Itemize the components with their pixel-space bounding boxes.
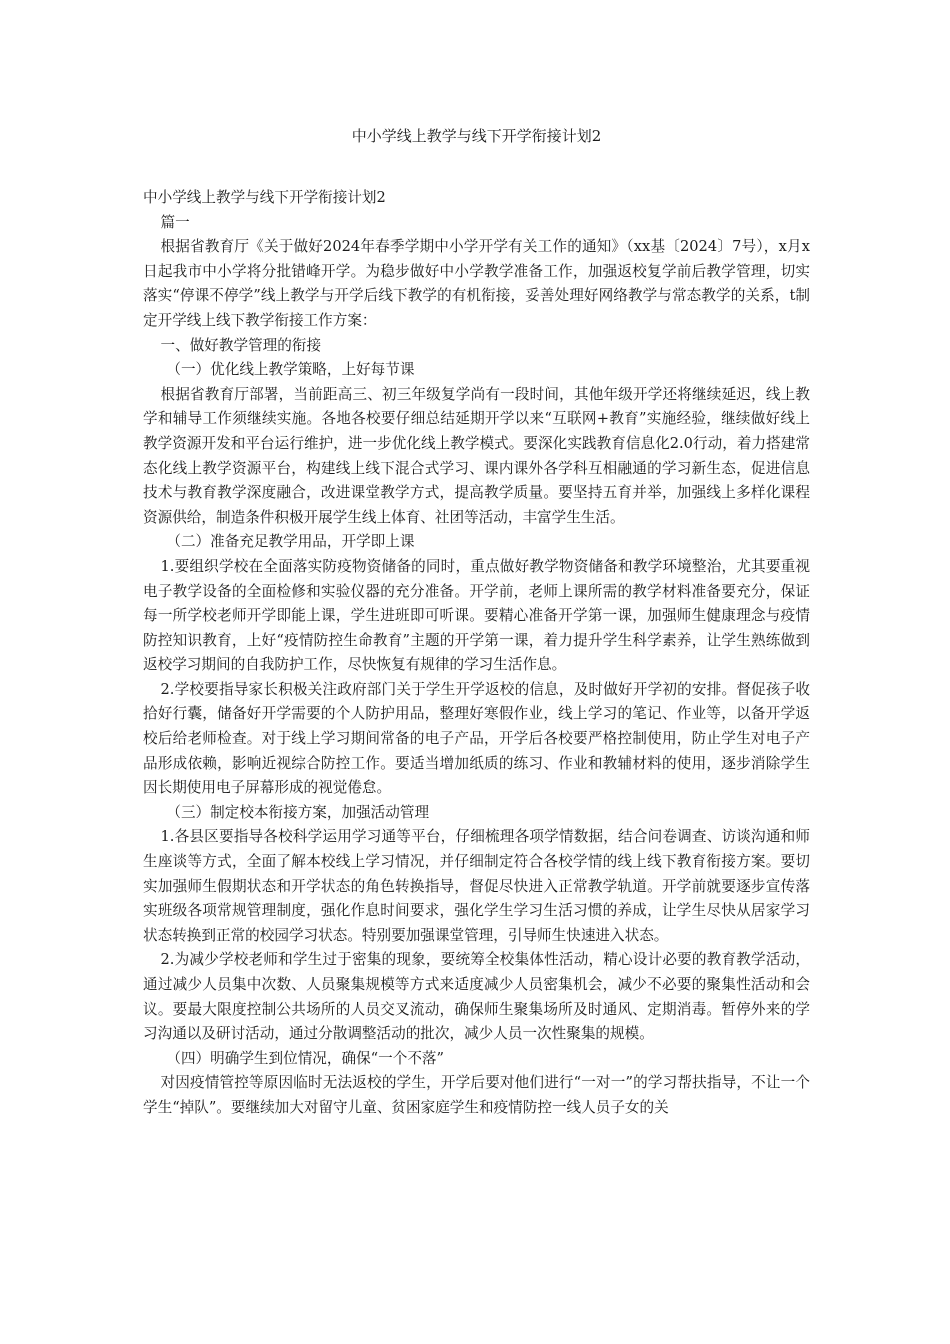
paragraph: 2.学校要指导家长积极关注政府部门关于学生开学返校的信息，及时做好开学初的安排。督促孩子收拾好行囊，储备好开学需要的个人防护用品，整理好寒假作业，线上学习的笔记、作业等，以备开学返校后给老师检查。对于线上学习期间常备的电子产品，开学后各校要严格控制使用，防止学生对电子产品形成依赖，影响近视综合防控工作。要适当增加纸质的练习、作业和教辅材料的使用，逐步消除学生因长期使用电子屏幕形成的视觉倦怠。 [143,680,810,797]
paragraph: 1.各县区要指导各校科学运用学习通等平台，仔细梳理各项学情数据，结合问卷调查、访谈沟通和师生座谈等方式，全面了解本校线上学习情况，并仔细制定符合各校学情的线上线下教育衔接方案。要切实加强师生假期状态和开学状态的角色转换指导，督促尽快进入正常教学轨道。开学前就要逐步宣传落实班级各项常规管理制度，强化作息时间要求，强化学生学习生活习惯的养成，让学生尽快从居家学习状态转换到正常的校园学习状态。特别要加强课堂管理，引导师生快速进入状态。 [143,828,810,944]
subsection-heading: （四）明确学生到位情况，确保“一个不落” [166,1049,444,1067]
section-heading: 一、做好教学管理的衔接 [160,336,322,354]
document-title: 中小学线上教学与线下开学衔接计划2 [351,127,602,145]
subsection-heading: （三）制定校本衔接方案，加强活动管理 [166,803,430,821]
document-subtitle: 中小学线上教学与线下开学衔接计划2 [143,189,386,206]
paragraph: 根据省教育厅《关于做好2024年春季学期中小学开学有关工作的通知》（xx基〔2024〕7号），x月x日起我市中小学将分批错峰开学。为稳步做好中小学教学准备工作，加强返校复学前后教学管理，切实落实“停课不停学”线上教学与开学后线下教学的有机衔接，妥善处理好网络教学与常态教学的关系，t制定开学线上线下教学衔接工作方案： [143,238,810,329]
subsection-heading: （二）准备充足教学用品，开学即上课 [166,533,415,551]
paragraph: 2.为减少学校老师和学生过于密集的现象，要统筹全校集体性活动，精心设计必要的教育教学活动，通过减少人员集中次数、人员聚集规模等方式来适度减少人员密集机会，减少不必要的聚集性活动和会议。要最大限度控制公共场所的人员交叉流动，确保师生聚集场所及时通风、定期消毒。暂停外来的学习沟通以及研讨活动，通过分散调整活动的批次，减少人员一次性聚集的规模。 [143,951,810,1043]
paragraph: 根据省教育厅部署，当前距高三、初三年级复学尚有一段时间，其他年级开学还将继续延迟，线上教学和辅导工作须继续实施。各地各校要仔细总结延期开学以来“互联网+教育”实施经验，继续做好线上教学资源开发和平台运行维护，进一步优化线上教学模式。要深化实践教育信息化2.0行动，着力搭建常态化线上教学资源平台，构建线上线下混合式学习、课内课外各学科互相融通的学习新生态，促进信息技术与教育教学深度融合，改进课堂教学方式，提高教学质量。要坚持五育并举，加强线上多样化课程资源供给，制造条件积极开展学生线上体育、社团等活动，丰富学生生活。 [143,385,810,526]
paragraph: 对因疫情管控等原因临时无法返校的学生，开学后要对他们进行“一对一”的学习帮扶指导，不让一个学生“掉队”。要继续加大对留守儿童、贫困家庭学生和疫情防控一线人员子女的关 [143,1074,810,1116]
paragraph: 1.要组织学校在全面落实防疫物资储备的同时，重点做好教学物资储备和教学环境整治，尤其要重视电子教学设备的全面检修和实验仪器的充分准备。开学前，老师上课所需的教学材料准备要充分，保证每一所学校老师开学即能上课，学生进班即可听课。要精心准备开学第一课，加强师生健康理念与疫情防控知识教育，上好“疫情防控生命教育”主题的开学第一课，着力提升学生科学素养，让学生熟练做到返校学习期间的自我防护工作，尽快恢复有规律的学习生活作息。 [143,557,810,674]
part-heading: 篇一 [160,213,190,231]
subsection-heading: （一）优化线上教学策略，上好每节课 [166,361,415,379]
document-body [143,186,810,1121]
